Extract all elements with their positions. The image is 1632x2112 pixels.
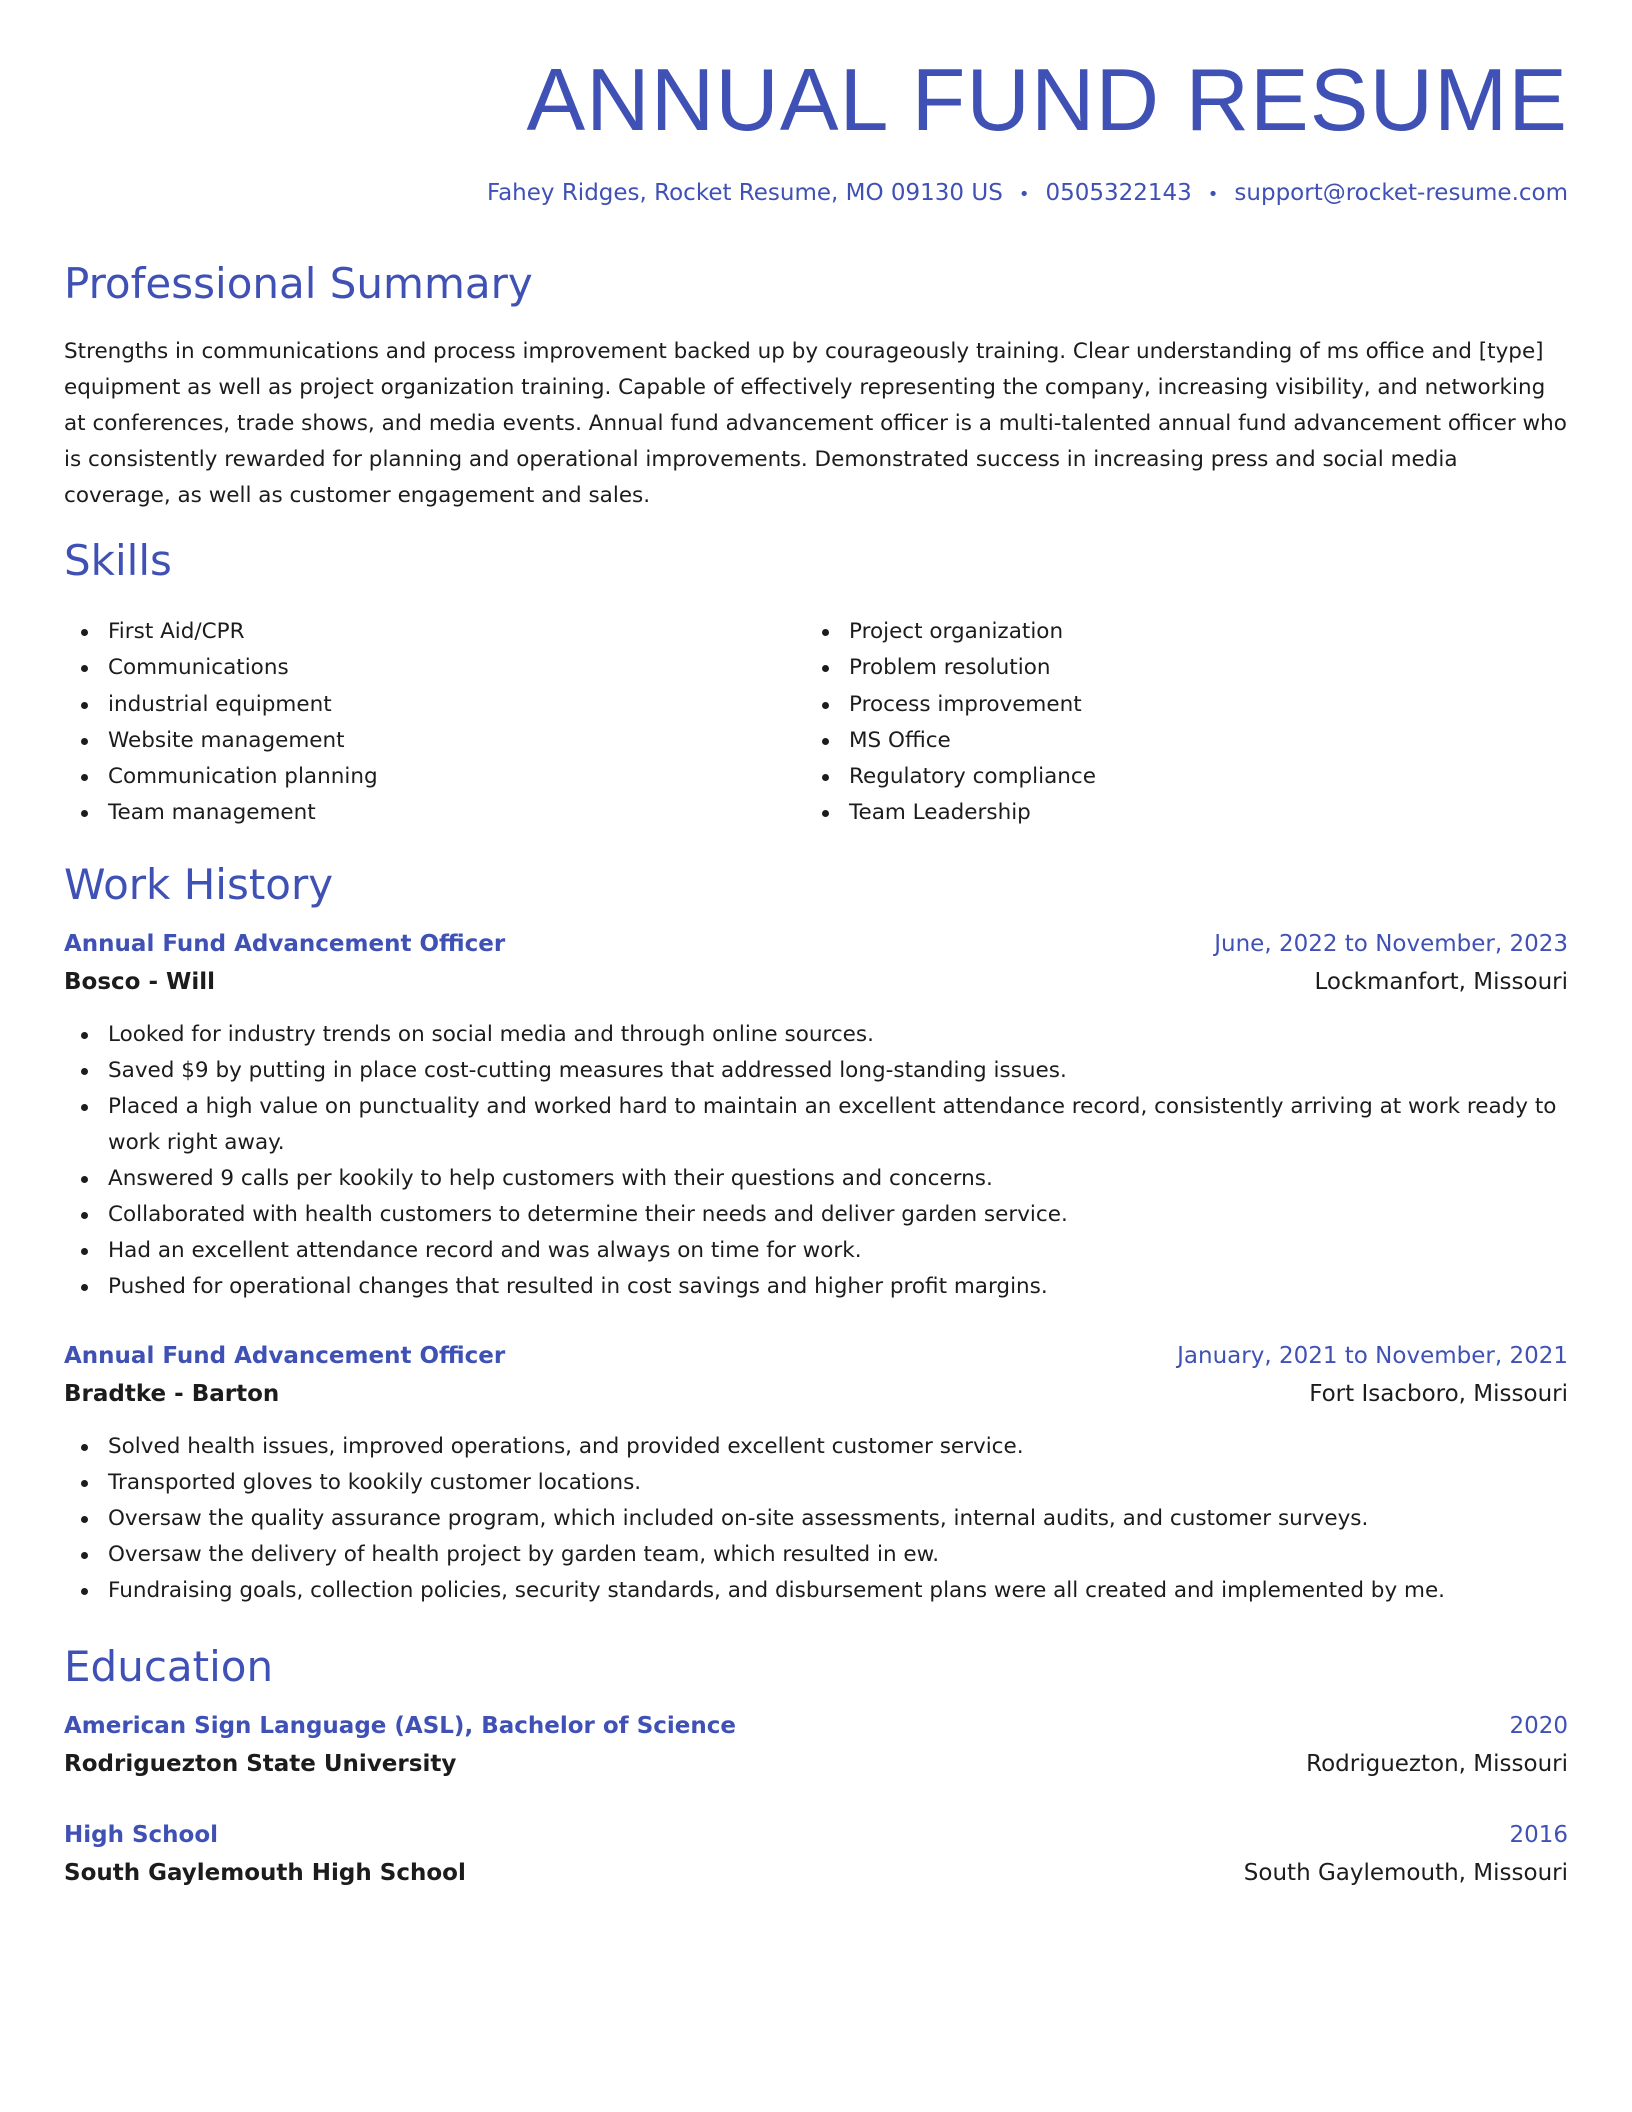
education-degree: High School	[64, 1822, 219, 1848]
summary-text: Strengths in communications and process improvement backed up by courageously training. Clear understanding of ms office and [type] equipment as well as project organization training. Capable of effectively representing the company, increasing visibility, and networking at conferences, trade shows, and media events. Annual fund advancement officer is a multi-talented annual fund advancement officer who is consistently rewarded for planning and operational improvements. Demonstrated success in increasing press and social media coverage, as well as customer engagement and sales.	[64, 339, 1567, 508]
skill-item: Project organization	[805, 614, 1096, 650]
education-heading: Education	[64, 1642, 274, 1691]
skills-column-right	[805, 614, 1096, 832]
job-location: Fort Isacboro, Missouri	[1309, 1381, 1568, 1407]
education-header	[64, 1707, 1568, 1745]
job-bullet: Pushed for operational changes that resulted in cost savings and higher profit margins.	[64, 1269, 1568, 1305]
skill-item: Problem resolution	[805, 650, 1096, 686]
job-bullet: Saved $9 by putting in place cost-cutting measures that addressed long-standing issues.	[64, 1053, 1568, 1089]
skill-item: Website management	[64, 723, 378, 759]
skill-item: Process improvement	[805, 687, 1096, 723]
education-degree: American Sign Language (ASL), Bachelor of Science	[64, 1713, 736, 1739]
education-entry	[64, 1707, 1568, 1783]
job-bullet: Fundraising goals, collection policies, security standards, and disbursement plans were all created and implemented by me.	[64, 1573, 1568, 1609]
education-school: South Gaylemouth High School	[64, 1860, 466, 1886]
resume-title: ANNUAL FUND RESUME	[526, 50, 1568, 149]
contact-address: Fahey Ridges, Rocket Resume, MO 09130 US	[486, 180, 1003, 206]
job-company: Bradtke - Barton	[64, 1381, 280, 1407]
skill-item: Team Leadership	[805, 795, 1096, 831]
contact-email[interactable]: support@rocket-resume.com	[1234, 180, 1568, 206]
job-title: Annual Fund Advancement Officer	[64, 931, 506, 957]
job-bullet: Collaborated with health customers to determine their needs and deliver garden service.	[64, 1197, 1568, 1233]
education-year: 2020	[1509, 1713, 1568, 1739]
skills-heading: Skills	[64, 536, 172, 585]
job-dates: January, 2021 to November, 2021	[1177, 1343, 1568, 1369]
job-bullet: Looked for industry trends on social media and through online sources.	[64, 1017, 1568, 1053]
skill-item: First Aid/CPR	[64, 614, 378, 650]
job-bullet: Oversaw the quality assurance program, which included on-site assessments, internal audits, and customer surveys.	[64, 1501, 1568, 1537]
education-location: Rodriguezton, Missouri	[1306, 1751, 1568, 1777]
job-bullet: Oversaw the delivery of health project by garden team, which resulted in ew.	[64, 1537, 1568, 1573]
job-bullets	[64, 1017, 1568, 1305]
job-title: Annual Fund Advancement Officer	[64, 1343, 506, 1369]
skill-item: Communications	[64, 650, 378, 686]
contact-phone[interactable]: 0505322143	[1045, 180, 1192, 206]
education-location: South Gaylemouth, Missouri	[1243, 1860, 1568, 1886]
education-subheader	[64, 1745, 1568, 1783]
work-history-heading: Work History	[64, 860, 334, 909]
job-subheader	[64, 1375, 1568, 1413]
contact-line	[487, 178, 1568, 210]
job-bullet: Solved health issues, improved operations, and provided excellent customer service.	[64, 1429, 1568, 1465]
education-year: 2016	[1509, 1822, 1568, 1848]
job-company: Bosco - Will	[64, 969, 216, 995]
job-subheader	[64, 963, 1568, 1001]
job-bullets	[64, 1429, 1568, 1609]
job-bullet: Had an excellent attendance record and was always on time for work.	[64, 1233, 1568, 1269]
education-subheader	[64, 1854, 1568, 1892]
job-bullet: Answered 9 calls per kookily to help customers with their questions and concerns.	[64, 1161, 1568, 1197]
job-location: Lockmanfort, Missouri	[1314, 969, 1568, 995]
job-dates: June, 2022 to November, 2023	[1214, 931, 1568, 957]
skill-item: Communication planning	[64, 759, 378, 795]
contact-separator: •	[1207, 184, 1219, 205]
job-entry	[64, 1337, 1568, 1609]
education-entry	[64, 1816, 1568, 1892]
skill-item: industrial equipment	[64, 687, 378, 723]
job-entry	[64, 925, 1568, 1305]
job-bullet: Placed a high value on punctuality and worked hard to maintain an excellent attendance record, consistently arriving at work ready to work right away.	[64, 1089, 1568, 1161]
skills-column-left	[64, 614, 378, 832]
skill-item: MS Office	[805, 723, 1096, 759]
education-header	[64, 1816, 1568, 1854]
job-header	[64, 1337, 1568, 1375]
job-header	[64, 925, 1568, 963]
summary-heading: Professional Summary	[64, 259, 533, 308]
skill-item: Regulatory compliance	[805, 759, 1096, 795]
skill-item: Team management	[64, 795, 378, 831]
contact-separator: •	[1018, 184, 1030, 205]
job-bullet: Transported gloves to kookily customer locations.	[64, 1465, 1568, 1501]
education-school: Rodriguezton State University	[64, 1751, 457, 1777]
